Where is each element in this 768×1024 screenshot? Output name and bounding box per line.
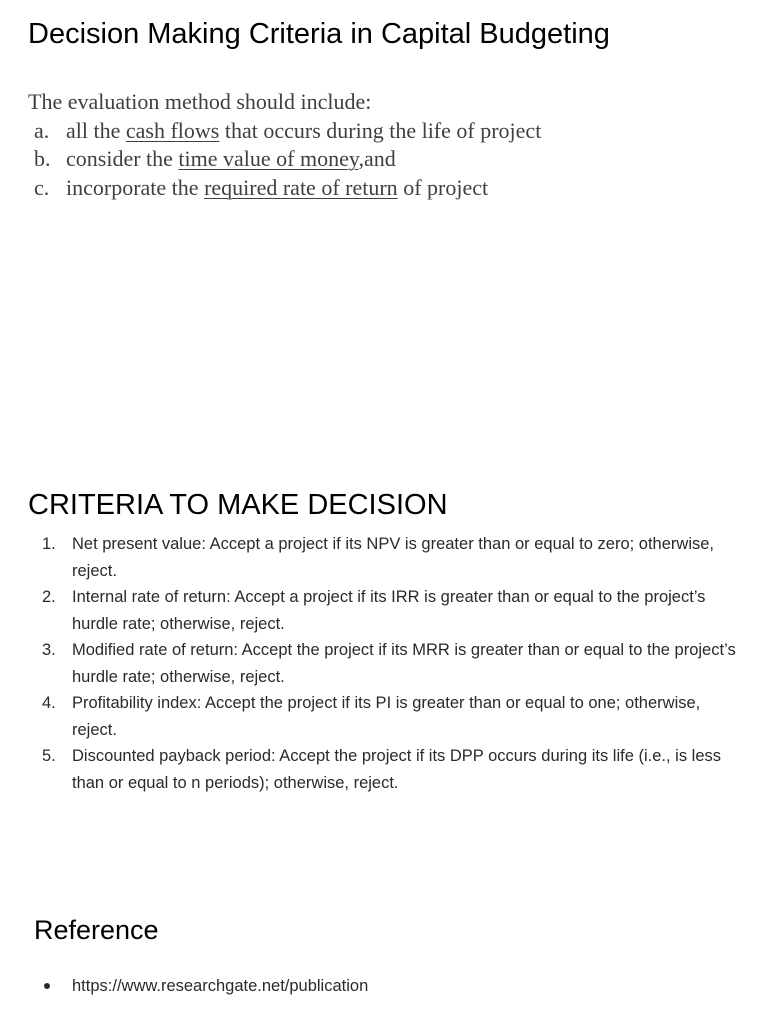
reference-item <box>42 973 368 999</box>
criteria-item <box>42 690 742 743</box>
evaluation-item-underlined: time value of money <box>178 146 359 171</box>
bullet-icon <box>44 983 50 989</box>
criteria-item-number: 4. <box>42 694 56 712</box>
evaluation-item-text: incorporate the <box>66 174 205 200</box>
criteria-item-number: 3. <box>42 641 56 659</box>
evaluation-item-text: that occurs during the life of project <box>219 117 542 143</box>
criteria-item-number: 5. <box>42 747 56 765</box>
reference-link[interactable]: https://www.researchgate.net/publication <box>72 977 369 995</box>
page-title: Decision Making Criteria in Capital Budgeting <box>28 18 610 50</box>
criteria-item <box>42 531 742 584</box>
evaluation-section <box>28 88 541 202</box>
evaluation-item <box>28 174 541 203</box>
evaluation-item <box>28 117 541 146</box>
evaluation-item-text: all the <box>66 117 126 143</box>
criteria-item-number: 1. <box>42 535 56 553</box>
criteria-item-text: Net present value: Accept a project if its NPV is greater than or equal to zero; otherwise, reject. <box>72 535 714 580</box>
criteria-item-text: Internal rate of return: Accept a project if its IRR is greater than or equal to the project’s hurdle rate; otherwise, reject. <box>72 588 706 633</box>
reference-heading: Reference <box>34 915 159 945</box>
criteria-item-text: Profitability index: Accept the project if its PI is greater than or equal to one; otherwise, reject. <box>72 694 701 739</box>
criteria-item-text: Modified rate of return: Accept the project if its MRR is greater than or equal to the project’s hurdle rate; otherwise, reject. <box>72 641 736 686</box>
evaluation-intro: The evaluation method should include: <box>28 89 372 114</box>
criteria-list <box>42 531 742 796</box>
evaluation-item-marker: b. <box>34 146 51 171</box>
evaluation-item-text: ,and <box>358 146 396 171</box>
evaluation-item-underlined: cash flows <box>125 117 220 143</box>
evaluation-item-marker: a. <box>34 117 50 143</box>
evaluation-item-underlined: required rate of return <box>204 174 398 200</box>
evaluation-item-text: of project <box>397 174 489 200</box>
criteria-item-number: 2. <box>42 588 56 606</box>
criteria-item <box>42 637 742 690</box>
reference-list <box>42 973 368 999</box>
evaluation-item-text: consider the <box>66 146 179 171</box>
criteria-item-text: Discounted payback period: Accept the project if its DPP occurs during its life (i.e., is less than or equal to n periods); otherwise, reject. <box>72 747 721 792</box>
evaluation-item <box>28 145 541 174</box>
criteria-heading: CRITERIA TO MAKE DECISION <box>28 489 448 521</box>
criteria-item <box>42 584 742 637</box>
evaluation-item-marker: c. <box>34 174 50 200</box>
criteria-item <box>42 743 742 796</box>
